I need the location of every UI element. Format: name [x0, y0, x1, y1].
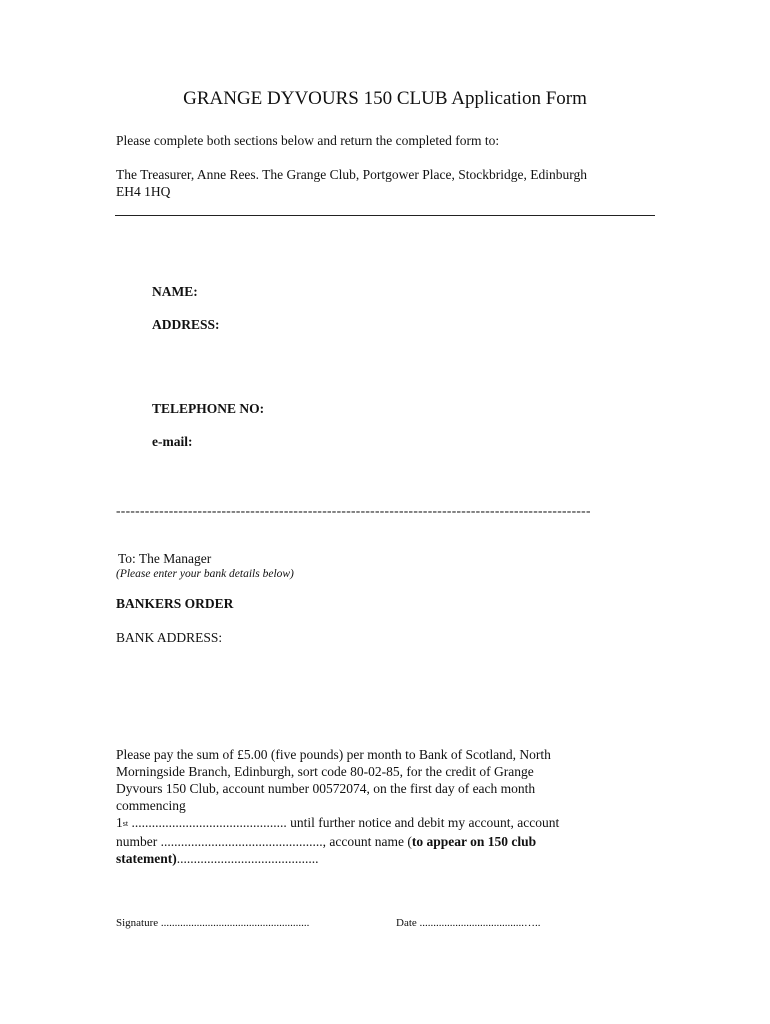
payment-line-3: Dyvours 150 Club, account number 00572074, on the first day of each month — [116, 781, 536, 796]
account-number-text: number ................................................, account name ( — [116, 834, 412, 849]
return-address-line-2: EH4 1HQ — [116, 184, 171, 199]
bank-address-label: BANK ADDRESS: — [116, 630, 223, 645]
account-name-note: to appear on 150 club — [411, 834, 537, 849]
bankers-order-heading: BANKERS ORDER — [116, 596, 234, 611]
payment-line-7 — [116, 850, 646, 867]
address-label: ADDRESS: — [152, 317, 220, 332]
payment-line-4: commencing — [116, 798, 186, 813]
payment-line-1: Please pay the sum of £5.00 (five pounds) per month to Bank of Scotland, North — [116, 747, 551, 762]
payment-line-5 — [116, 814, 646, 833]
payment-line-6 — [116, 833, 646, 850]
date-line: Date ......................................….. — [396, 917, 541, 929]
intro-text: Please complete both sections below and return the completed form to: — [116, 133, 500, 148]
statement-dots: .......................................... — [176, 851, 319, 866]
form-title: GRANGE DYVOURS 150 CLUB Application Form — [183, 88, 587, 109]
commence-day: 1 — [116, 815, 123, 830]
payment-instruction — [116, 746, 646, 867]
to-manager: To: The Manager — [118, 551, 212, 566]
cut-line: --------------------------------------------------------------------------------------------------- — [116, 503, 591, 518]
signature-line: Signature ...................................................... — [116, 917, 310, 929]
email-label: e-mail: — [152, 434, 193, 449]
bank-details-note: (Please enter your bank details below) — [116, 568, 294, 580]
section-divider — [115, 215, 655, 216]
commence-rest: .............................................. until further notice and debit my account, account — [128, 815, 560, 830]
statement-note: statement) — [116, 851, 177, 866]
name-label: NAME: — [152, 284, 198, 299]
return-address-line-1: The Treasurer, Anne Rees. The Grange Club, Portgower Place, Stockbridge, Edinburgh — [116, 167, 587, 182]
telephone-label: TELEPHONE NO: — [152, 401, 265, 416]
ordinal-suffix: st — [122, 819, 129, 828]
payment-line-2: Morningside Branch, Edinburgh, sort code 80-02-85, for the credit of Grange — [116, 764, 534, 779]
